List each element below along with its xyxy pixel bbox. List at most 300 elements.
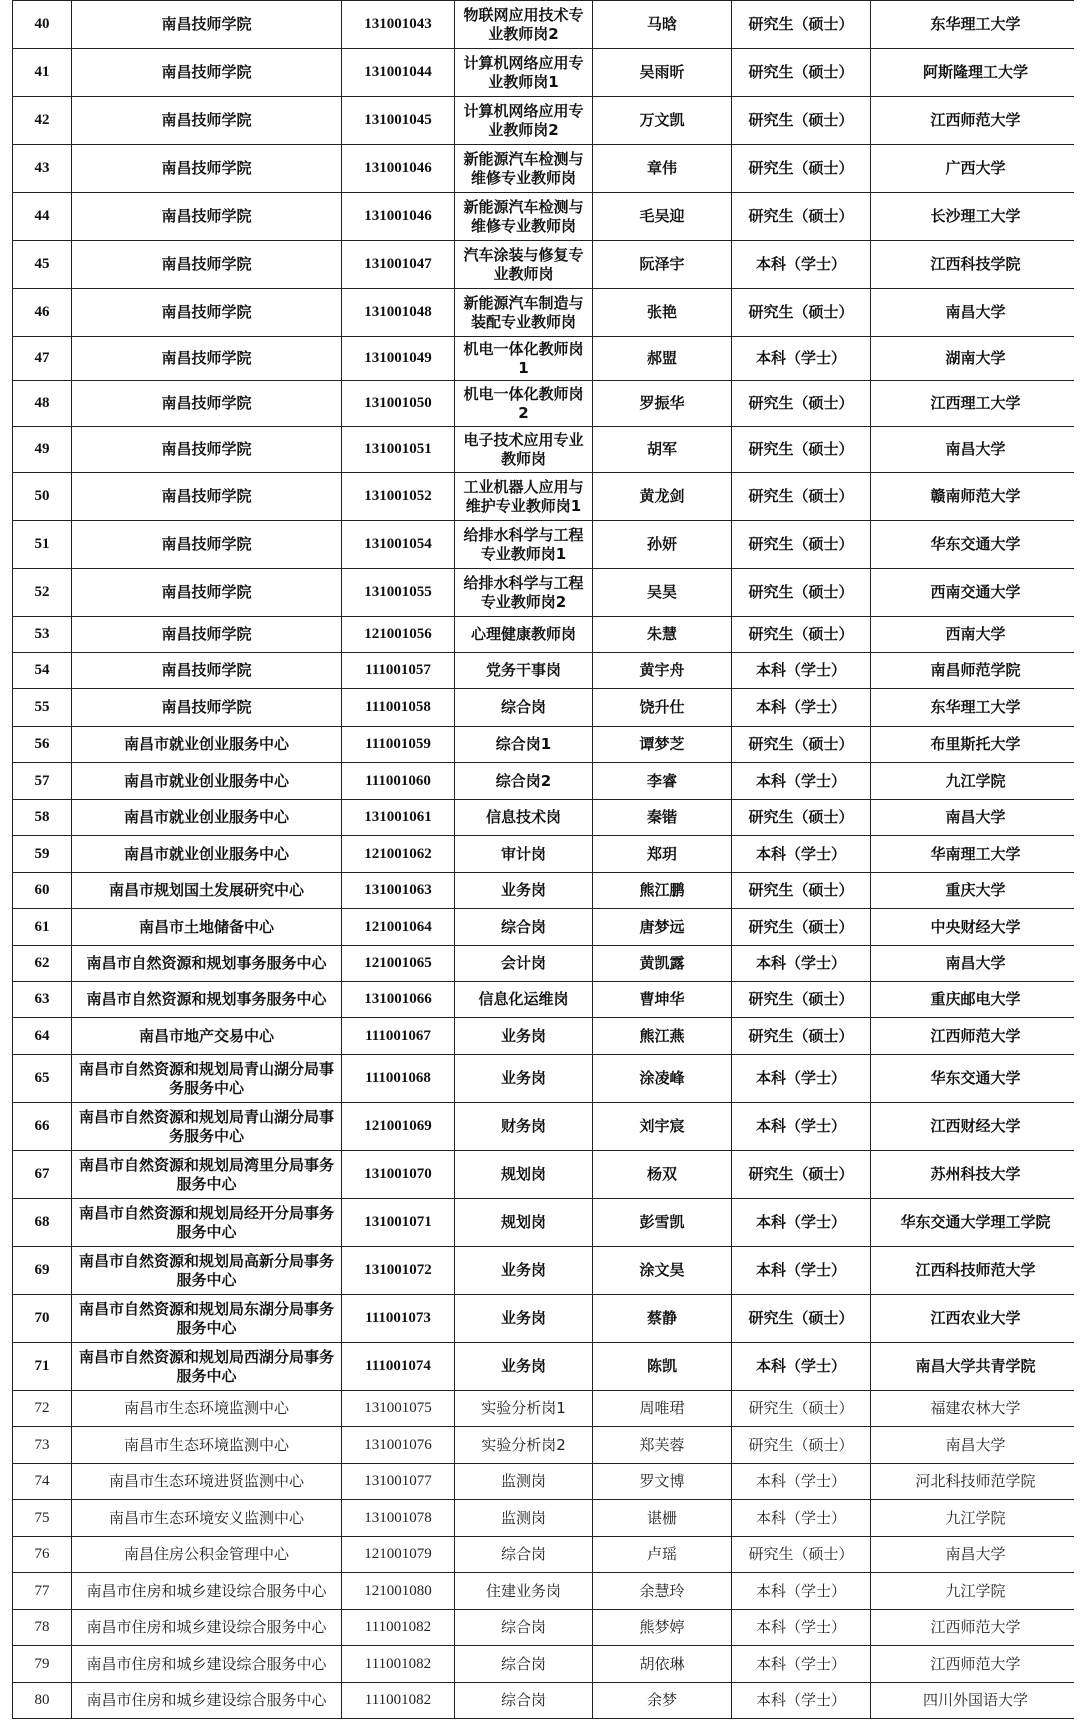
cell-code: 131001049 (342, 337, 455, 381)
table-row (13, 836, 1080, 873)
table-row (13, 873, 1080, 909)
cell-name: 谭梦芝 (593, 727, 732, 763)
cell-unit: 南昌技师学院 (72, 617, 342, 653)
cell-unit: 南昌技师学院 (72, 381, 342, 427)
cell-edu: 本科（学士） (732, 337, 871, 381)
cell-name: 涂文昊 (593, 1247, 732, 1295)
cell-school: 江西理工大学 (871, 381, 1080, 427)
cell-unit: 南昌技师学院 (72, 1, 342, 49)
cell-code: 131001045 (342, 97, 455, 145)
cell-name: 周唯珺 (593, 1391, 732, 1427)
cell-edu: 本科（学士） (732, 946, 871, 982)
cell-name: 吴雨昕 (593, 49, 732, 97)
cell-no: 73 (13, 1427, 72, 1464)
table-row (13, 145, 1080, 193)
cell-post: 综合岗 (455, 1646, 593, 1683)
cell-edu: 研究生（硕士） (732, 97, 871, 145)
cell-code: 111001082 (342, 1610, 455, 1646)
cell-name: 张艳 (593, 289, 732, 337)
cell-unit: 南昌技师学院 (72, 241, 342, 289)
cell-unit: 南昌市自然资源和规划局青山湖分局事务服务中心 (72, 1103, 342, 1151)
cell-edu: 本科（学士） (732, 241, 871, 289)
cell-code: 131001070 (342, 1151, 455, 1199)
cell-edu: 本科（学士） (732, 1646, 871, 1683)
cell-school: 江西师范大学 (871, 97, 1080, 145)
cell-school: 南昌大学 (871, 946, 1080, 982)
cell-edu: 研究生（硕士） (732, 381, 871, 427)
cell-school: 南昌大学 (871, 1537, 1080, 1573)
cell-school: 江西农业大学 (871, 1295, 1080, 1343)
cell-name: 毛吴迎 (593, 193, 732, 241)
cell-edu: 本科（学士） (732, 1247, 871, 1295)
table-row (13, 1573, 1080, 1610)
cell-post: 综合岗2 (455, 763, 593, 800)
cell-name: 章伟 (593, 145, 732, 193)
cell-code: 131001043 (342, 1, 455, 49)
cell-edu: 研究生（硕士） (732, 145, 871, 193)
cell-school: 华东交通大学理工学院 (871, 1199, 1080, 1247)
table-row (13, 193, 1080, 241)
table-row (13, 1391, 1080, 1427)
cell-name: 秦锴 (593, 800, 732, 836)
cell-school: 福建农林大学 (871, 1391, 1080, 1427)
cell-unit: 南昌市住房和城乡建设综合服务中心 (72, 1646, 342, 1683)
cell-code: 121001079 (342, 1537, 455, 1573)
cell-name: 郝盟 (593, 337, 732, 381)
cell-code: 131001050 (342, 381, 455, 427)
cell-name: 彭雪凯 (593, 1199, 732, 1247)
cell-school: 广西大学 (871, 145, 1080, 193)
cell-post: 业务岗 (455, 1018, 593, 1055)
cell-code: 131001048 (342, 289, 455, 337)
cell-post: 汽车涂装与修复专业教师岗 (455, 241, 593, 289)
cell-unit: 南昌市就业创业服务中心 (72, 727, 342, 763)
cell-edu: 本科（学士） (732, 763, 871, 800)
table-row (13, 1199, 1080, 1247)
cell-no: 75 (13, 1500, 72, 1537)
cell-school: 江西科技师范大学 (871, 1247, 1080, 1295)
cell-unit: 南昌技师学院 (72, 521, 342, 569)
table-row (13, 689, 1080, 727)
cell-name: 熊梦婷 (593, 1610, 732, 1646)
cell-post: 财务岗 (455, 1103, 593, 1151)
cell-post: 信息技术岗 (455, 800, 593, 836)
cell-unit: 南昌技师学院 (72, 97, 342, 145)
cell-unit: 南昌市自然资源和规划局高新分局事务服务中心 (72, 1247, 342, 1295)
cell-unit: 南昌市就业创业服务中心 (72, 836, 342, 873)
cell-edu: 研究生（硕士） (732, 982, 871, 1018)
cell-no: 72 (13, 1391, 72, 1427)
cell-school: 长沙理工大学 (871, 193, 1080, 241)
cell-no: 47 (13, 337, 72, 381)
cell-no: 57 (13, 763, 72, 800)
cell-post: 综合岗 (455, 909, 593, 946)
cell-name: 卢瑶 (593, 1537, 732, 1573)
cell-school: 江西师范大学 (871, 1610, 1080, 1646)
cell-name: 饶升仕 (593, 689, 732, 727)
table-row (13, 337, 1080, 381)
table-row (13, 727, 1080, 763)
cell-school: 华南理工大学 (871, 836, 1080, 873)
cell-school: 南昌大学 (871, 289, 1080, 337)
cell-post: 综合岗 (455, 1610, 593, 1646)
table-row (13, 946, 1080, 982)
table-row (13, 1018, 1080, 1055)
cell-unit: 南昌技师学院 (72, 289, 342, 337)
cell-school: 中央财经大学 (871, 909, 1080, 946)
cell-code: 121001069 (342, 1103, 455, 1151)
cell-post: 电子技术应用专业教师岗 (455, 427, 593, 473)
table-row (13, 1247, 1080, 1295)
cell-unit: 南昌技师学院 (72, 145, 342, 193)
cell-post: 业务岗 (455, 1247, 593, 1295)
cell-code: 131001071 (342, 1199, 455, 1247)
cell-no: 53 (13, 617, 72, 653)
cell-no: 56 (13, 727, 72, 763)
cell-no: 48 (13, 381, 72, 427)
cell-post: 监测岗 (455, 1500, 593, 1537)
cell-code: 131001075 (342, 1391, 455, 1427)
cell-code: 121001056 (342, 617, 455, 653)
cell-edu: 本科（学士） (732, 653, 871, 689)
cell-code: 111001057 (342, 653, 455, 689)
cell-school: 九江学院 (871, 763, 1080, 800)
table-row (13, 97, 1080, 145)
cell-unit: 南昌市生态环境监测中心 (72, 1391, 342, 1427)
cell-school: 赣南师范大学 (871, 473, 1080, 521)
cell-edu: 本科（学士） (732, 1103, 871, 1151)
cell-school: 苏州科技大学 (871, 1151, 1080, 1199)
cell-edu: 本科（学士） (732, 1464, 871, 1500)
table-row (13, 1103, 1080, 1151)
table-row (13, 617, 1080, 653)
cell-no: 46 (13, 289, 72, 337)
cell-code: 131001054 (342, 521, 455, 569)
cell-no: 66 (13, 1103, 72, 1151)
cell-edu: 本科（学士） (732, 1500, 871, 1537)
cell-edu: 本科（学士） (732, 1199, 871, 1247)
table-row (13, 1151, 1080, 1199)
cell-code: 111001060 (342, 763, 455, 800)
cell-name: 罗振华 (593, 381, 732, 427)
cell-post: 业务岗 (455, 1295, 593, 1343)
cell-no: 62 (13, 946, 72, 982)
cell-school: 四川外国语大学 (871, 1683, 1080, 1719)
cell-edu: 研究生（硕士） (732, 1391, 871, 1427)
cell-no: 67 (13, 1151, 72, 1199)
cell-name: 曹坤华 (593, 982, 732, 1018)
cell-post: 党务干事岗 (455, 653, 593, 689)
cell-code: 111001073 (342, 1295, 455, 1343)
cell-edu: 研究生（硕士） (732, 727, 871, 763)
cell-post: 会计岗 (455, 946, 593, 982)
cell-post: 业务岗 (455, 873, 593, 909)
cell-code: 121001062 (342, 836, 455, 873)
cell-name: 万文凯 (593, 97, 732, 145)
cell-edu: 研究生（硕士） (732, 49, 871, 97)
cell-name: 黄宇舟 (593, 653, 732, 689)
cell-code: 131001072 (342, 1247, 455, 1295)
cell-post: 监测岗 (455, 1464, 593, 1500)
cell-unit: 南昌市生态环境安义监测中心 (72, 1500, 342, 1537)
cell-code: 111001074 (342, 1343, 455, 1391)
cell-unit: 南昌技师学院 (72, 427, 342, 473)
cell-edu: 本科（学士） (732, 1573, 871, 1610)
cell-no: 74 (13, 1464, 72, 1500)
cell-no: 65 (13, 1055, 72, 1103)
cell-name: 熊江鹏 (593, 873, 732, 909)
cell-edu: 本科（学士） (732, 1610, 871, 1646)
cell-no: 43 (13, 145, 72, 193)
cell-name: 余慧玲 (593, 1573, 732, 1610)
table-row (13, 1, 1080, 49)
cell-name: 吴昊 (593, 569, 732, 617)
cell-edu: 本科（学士） (732, 836, 871, 873)
cell-school: 西南大学 (871, 617, 1080, 653)
cell-no: 68 (13, 1199, 72, 1247)
cell-code: 131001077 (342, 1464, 455, 1500)
cell-unit: 南昌市住房和城乡建设综合服务中心 (72, 1610, 342, 1646)
cell-post: 给排水科学与工程专业教师岗1 (455, 521, 593, 569)
cell-unit: 南昌技师学院 (72, 689, 342, 727)
table-row (13, 1343, 1080, 1391)
cell-school: 南昌大学 (871, 1427, 1080, 1464)
cell-unit: 南昌市土地储备中心 (72, 909, 342, 946)
cell-code: 111001082 (342, 1646, 455, 1683)
cell-no: 78 (13, 1610, 72, 1646)
cell-no: 69 (13, 1247, 72, 1295)
cell-unit: 南昌市自然资源和规划局经开分局事务服务中心 (72, 1199, 342, 1247)
cell-no: 64 (13, 1018, 72, 1055)
cell-post: 新能源汽车检测与维修专业教师岗 (455, 193, 593, 241)
cell-unit: 南昌技师学院 (72, 337, 342, 381)
cell-school: 湖南大学 (871, 337, 1080, 381)
cell-unit: 南昌市住房和城乡建设综合服务中心 (72, 1683, 342, 1719)
cell-school: 西南交通大学 (871, 569, 1080, 617)
cell-name: 马晗 (593, 1, 732, 49)
cell-post: 综合岗 (455, 1683, 593, 1719)
cell-code: 121001065 (342, 946, 455, 982)
cell-school: 江西财经大学 (871, 1103, 1080, 1151)
cell-edu: 研究生（硕士） (732, 289, 871, 337)
table-row (13, 381, 1080, 427)
cell-name: 罗文博 (593, 1464, 732, 1500)
cell-name: 谌栅 (593, 1500, 732, 1537)
cell-school: 江西师范大学 (871, 1018, 1080, 1055)
table-row (13, 1055, 1080, 1103)
cell-unit: 南昌市自然资源和规划局湾里分局事务服务中心 (72, 1151, 342, 1199)
cell-name: 郑芙蓉 (593, 1427, 732, 1464)
cell-code: 131001052 (342, 473, 455, 521)
table-row (13, 1610, 1080, 1646)
cell-code: 131001061 (342, 800, 455, 836)
cell-edu: 研究生（硕士） (732, 193, 871, 241)
cell-school: 江西师范大学 (871, 1646, 1080, 1683)
cell-no: 51 (13, 521, 72, 569)
cell-school: 阿斯隆理工大学 (871, 49, 1080, 97)
cell-edu: 研究生（硕士） (732, 617, 871, 653)
cell-unit: 南昌市生态环境进贤监测中心 (72, 1464, 342, 1500)
cell-post: 新能源汽车检测与维修专业教师岗 (455, 145, 593, 193)
cell-code: 111001058 (342, 689, 455, 727)
cell-school: 重庆邮电大学 (871, 982, 1080, 1018)
cell-code: 131001051 (342, 427, 455, 473)
cell-name: 杨双 (593, 1151, 732, 1199)
table-row (13, 427, 1080, 473)
cell-unit: 南昌市地产交易中心 (72, 1018, 342, 1055)
cell-code: 131001078 (342, 1500, 455, 1537)
cell-name: 刘宇宸 (593, 1103, 732, 1151)
cell-name: 朱慧 (593, 617, 732, 653)
table-row (13, 521, 1080, 569)
cell-unit: 南昌住房公积金管理中心 (72, 1537, 342, 1573)
cell-code: 111001068 (342, 1055, 455, 1103)
cell-unit: 南昌市自然资源和规划事务服务中心 (72, 982, 342, 1018)
table-row (13, 241, 1080, 289)
cell-unit: 南昌市自然资源和规划局西湖分局事务服务中心 (72, 1343, 342, 1391)
cell-no: 61 (13, 909, 72, 946)
cell-no: 41 (13, 49, 72, 97)
cell-post: 规划岗 (455, 1199, 593, 1247)
cell-post: 实验分析岗2 (455, 1427, 593, 1464)
cell-post: 工业机器人应用与维护专业教师岗1 (455, 473, 593, 521)
cell-code: 131001063 (342, 873, 455, 909)
cell-no: 60 (13, 873, 72, 909)
table-row (13, 49, 1080, 97)
cell-post: 审计岗 (455, 836, 593, 873)
cell-code: 131001055 (342, 569, 455, 617)
table-row (13, 1464, 1080, 1500)
cell-school: 南昌师范学院 (871, 653, 1080, 689)
cell-code: 131001066 (342, 982, 455, 1018)
cell-no: 70 (13, 1295, 72, 1343)
cell-post: 给排水科学与工程专业教师岗2 (455, 569, 593, 617)
cell-name: 黄龙剑 (593, 473, 732, 521)
cell-name: 李睿 (593, 763, 732, 800)
cell-post: 住建业务岗 (455, 1573, 593, 1610)
cell-post: 综合岗1 (455, 727, 593, 763)
cell-edu: 研究生（硕士） (732, 800, 871, 836)
cell-edu: 本科（学士） (732, 1683, 871, 1719)
cell-unit: 南昌市就业创业服务中心 (72, 800, 342, 836)
right-edge-margin (1074, 0, 1080, 1728)
cell-name: 郑玥 (593, 836, 732, 873)
table-row (13, 289, 1080, 337)
cell-post: 信息化运维岗 (455, 982, 593, 1018)
cell-unit: 南昌市生态环境监测中心 (72, 1427, 342, 1464)
cell-no: 54 (13, 653, 72, 689)
cell-unit: 南昌市规划国土发展研究中心 (72, 873, 342, 909)
table-row (13, 569, 1080, 617)
cell-school: 南昌大学 (871, 427, 1080, 473)
cell-post: 业务岗 (455, 1055, 593, 1103)
cell-no: 77 (13, 1573, 72, 1610)
cell-school: 重庆大学 (871, 873, 1080, 909)
cell-edu: 研究生（硕士） (732, 427, 871, 473)
cell-unit: 南昌技师学院 (72, 653, 342, 689)
cell-edu: 研究生（硕士） (732, 521, 871, 569)
cell-unit: 南昌技师学院 (72, 49, 342, 97)
cell-code: 131001046 (342, 145, 455, 193)
cell-school: 华东交通大学 (871, 521, 1080, 569)
cell-post: 机电一体化教师岗1 (455, 337, 593, 381)
recruitment-table (12, 0, 1080, 1719)
cell-no: 58 (13, 800, 72, 836)
cell-no: 52 (13, 569, 72, 617)
cell-name: 陈凯 (593, 1343, 732, 1391)
cell-school: 东华理工大学 (871, 689, 1080, 727)
cell-post: 业务岗 (455, 1343, 593, 1391)
cell-edu: 本科（学士） (732, 689, 871, 727)
cell-unit: 南昌市自然资源和规划局青山湖分局事务服务中心 (72, 1055, 342, 1103)
table-row (13, 982, 1080, 1018)
cell-no: 59 (13, 836, 72, 873)
cell-school: 江西科技学院 (871, 241, 1080, 289)
table-row (13, 653, 1080, 689)
cell-code: 131001047 (342, 241, 455, 289)
table-row (13, 1683, 1080, 1719)
cell-edu: 研究生（硕士） (732, 1295, 871, 1343)
cell-edu: 研究生（硕士） (732, 1, 871, 49)
cell-code: 121001080 (342, 1573, 455, 1610)
cell-post: 心理健康教师岗 (455, 617, 593, 653)
cell-code: 111001059 (342, 727, 455, 763)
table-row (13, 1500, 1080, 1537)
table-body (13, 1, 1080, 1719)
cell-edu: 本科（学士） (732, 1343, 871, 1391)
cell-name: 胡依琳 (593, 1646, 732, 1683)
table-row (13, 800, 1080, 836)
cell-no: 76 (13, 1537, 72, 1573)
table-row (13, 473, 1080, 521)
cell-name: 涂凌峰 (593, 1055, 732, 1103)
cell-unit: 南昌市自然资源和规划事务服务中心 (72, 946, 342, 982)
cell-post: 综合岗 (455, 689, 593, 727)
cell-unit: 南昌技师学院 (72, 473, 342, 521)
cell-name: 阮泽宇 (593, 241, 732, 289)
cell-edu: 研究生（硕士） (732, 909, 871, 946)
cell-school: 九江学院 (871, 1500, 1080, 1537)
cell-no: 49 (13, 427, 72, 473)
cell-post: 实验分析岗1 (455, 1391, 593, 1427)
cell-post: 机电一体化教师岗2 (455, 381, 593, 427)
cell-no: 55 (13, 689, 72, 727)
cell-name: 胡军 (593, 427, 732, 473)
cell-no: 45 (13, 241, 72, 289)
cell-code: 121001064 (342, 909, 455, 946)
cell-no: 63 (13, 982, 72, 1018)
cell-edu: 研究生（硕士） (732, 1151, 871, 1199)
cell-school: 东华理工大学 (871, 1, 1080, 49)
cell-school: 布里斯托大学 (871, 727, 1080, 763)
cell-no: 42 (13, 97, 72, 145)
cell-name: 孙妍 (593, 521, 732, 569)
table-row (13, 1646, 1080, 1683)
cell-code: 131001046 (342, 193, 455, 241)
cell-no: 79 (13, 1646, 72, 1683)
cell-code: 111001082 (342, 1683, 455, 1719)
cell-name: 熊江燕 (593, 1018, 732, 1055)
cell-post: 计算机网络应用专业教师岗1 (455, 49, 593, 97)
table-row (13, 909, 1080, 946)
cell-unit: 南昌技师学院 (72, 569, 342, 617)
cell-no: 80 (13, 1683, 72, 1719)
cell-edu: 研究生（硕士） (732, 1537, 871, 1573)
cell-name: 黄凯露 (593, 946, 732, 982)
cell-school: 九江学院 (871, 1573, 1080, 1610)
table-row (13, 1295, 1080, 1343)
cell-post: 新能源汽车制造与装配专业教师岗 (455, 289, 593, 337)
